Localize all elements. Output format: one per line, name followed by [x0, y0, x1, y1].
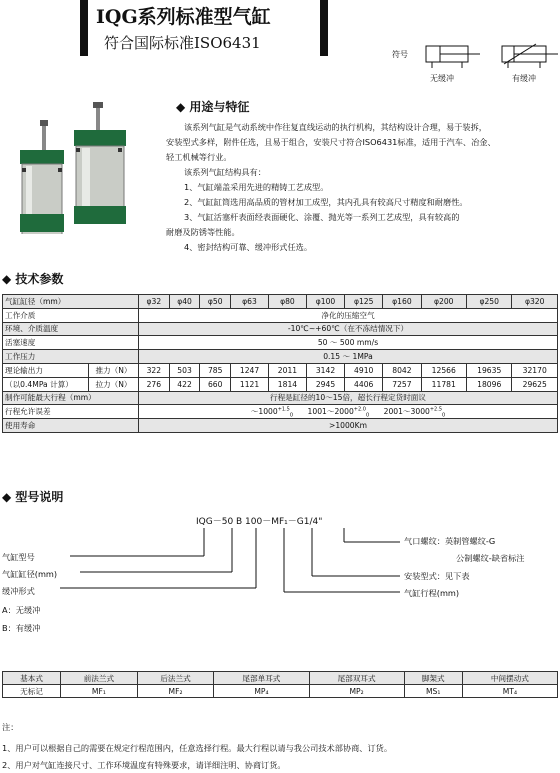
max-stroke-label: 制作可能最大行程（mm）: [3, 391, 139, 405]
note-item: 2、用户对气缸连接尺寸、工作环境温度有特殊要求，请详细注明、协商订货。: [2, 760, 286, 770]
table-row: [3, 336, 558, 350]
pull-value: 422: [169, 377, 200, 391]
temp-label: 环境、介质温度: [3, 322, 139, 336]
force-label-2: （以0.4MPa 计算）: [3, 377, 89, 391]
pull-value: 18096: [466, 377, 511, 391]
push-value: 1247: [231, 363, 269, 377]
symbol-label: 符号: [392, 50, 408, 59]
mount-header: 基本式: [3, 672, 61, 685]
push-value: 8042: [383, 363, 421, 377]
table-row: [3, 295, 558, 309]
cushion-label: 有缓冲: [512, 74, 536, 83]
mounting-table: [2, 671, 558, 698]
tech-spec-table: [2, 294, 558, 433]
cylinder-product-image: [8, 102, 132, 234]
features-heading: ◆ 用途与特征: [176, 100, 250, 114]
features-heading-text: 用途与特征: [189, 100, 250, 114]
model-label-bore: 气缸缸径(mm): [2, 569, 58, 579]
pull-value: 11781: [421, 377, 466, 391]
table-row: [3, 322, 558, 336]
mount-header: 中间摆动式: [462, 672, 557, 685]
model-label-type: 气缸型号: [2, 552, 35, 562]
page-title: IQG系列标准型气缸: [96, 6, 271, 28]
tolerance-lower: 0: [289, 412, 294, 419]
pull-value: 660: [200, 377, 231, 391]
tolerance-range-2: [307, 405, 370, 419]
tolerance-range-text: 1001～2000: [307, 406, 354, 416]
bore-cell: φ200: [421, 295, 466, 309]
tolerance-lower: 0: [442, 412, 446, 419]
bore-cell: φ160: [383, 295, 421, 309]
push-value: 785: [200, 363, 231, 377]
title-bracket-right: [320, 0, 328, 56]
max-stroke-value: 行程是缸径的10～15倍，超长行程定货时面议: [139, 391, 558, 405]
mount-header: 尾部单耳式: [214, 672, 309, 685]
mount-header: 后法兰式: [137, 672, 214, 685]
table-row: [3, 685, 558, 698]
tolerance-range-text: ～1000: [250, 406, 278, 416]
tolerance-upper: +2.5: [429, 405, 443, 412]
bore-cell: φ63: [231, 295, 269, 309]
tolerance-upper: +1.5: [277, 405, 290, 412]
mount-header: 尾部双耳式: [309, 672, 404, 685]
pull-label: 拉力（N）: [89, 377, 139, 391]
bore-cell: φ100: [306, 295, 344, 309]
pull-value: 276: [139, 377, 170, 391]
mount-code: MP₂: [309, 685, 404, 698]
no-cushion-symbol-icon: [418, 42, 484, 70]
page-subtitle: 符合国际标准ISO6431: [104, 34, 261, 52]
speed-label: 活塞速度: [3, 336, 139, 350]
notes-title: 注：: [2, 722, 19, 732]
features-text: [166, 120, 558, 255]
bore-cell: φ320: [512, 295, 558, 309]
life-label: 使用寿命: [3, 419, 139, 433]
model-label-cushion-a: A：无缓冲: [2, 605, 41, 615]
features-item: 耐磨及防锈等性能。: [166, 227, 240, 237]
table-row: [3, 419, 558, 433]
pull-value: 2945: [306, 377, 344, 391]
features-item: 3、气缸活塞杆表面经表面硬化、涂覆、抛光等一系列工艺成型，具有较高的: [184, 212, 460, 222]
model-heading: ◆ 型号说明: [2, 490, 64, 504]
bore-cell: φ32: [139, 295, 170, 309]
push-value: 32170: [512, 363, 558, 377]
model-label-port-thread: 气口螺纹：英制管螺纹-G: [404, 536, 496, 546]
table-row: [3, 672, 558, 685]
pull-value: 1121: [231, 377, 269, 391]
features-item: 4、密封结构可靠、缓冲形式任选。: [184, 242, 313, 252]
features-item: 1、气缸端盖采用先进的精铸工艺成型。: [184, 182, 329, 192]
bore-label: 气缸缸径（mm）: [3, 295, 139, 309]
pull-value: 4406: [345, 377, 383, 391]
bore-cell: φ80: [268, 295, 306, 309]
mount-header: 前法兰式: [61, 672, 138, 685]
model-label-mounting: 安装型式：见下表: [404, 571, 470, 581]
note-item: 1、用户可以根据自己的需要在规定行程范围内，任意选择行程。最大行程以请与我公司技术部协商、订货。: [2, 743, 393, 753]
bore-cell: φ125: [345, 295, 383, 309]
mount-code: MP₄: [214, 685, 309, 698]
tolerance-range-3: [383, 405, 446, 419]
model-label-cushion: 缓冲形式: [2, 586, 35, 596]
tolerance-range-text: 2001～3000: [383, 406, 430, 416]
bore-cell: φ50: [200, 295, 231, 309]
tolerance-value: [139, 405, 558, 419]
bore-cell: φ250: [466, 295, 511, 309]
tolerance-label: 行程允许误差: [3, 405, 139, 419]
pressure-value: 0.15 ～ 1MPa: [139, 350, 558, 364]
bore-cell: φ40: [169, 295, 200, 309]
model-code: IQG－50 B 100－MF₁－G1/4": [196, 517, 323, 527]
model-heading-text: 型号说明: [15, 490, 64, 504]
features-item: 2、气缸缸筒选用高品质的管材加工成型，其内孔具有较高尺寸精度和耐磨性。: [184, 197, 468, 207]
pressure-label: 工作压力: [3, 350, 139, 364]
features-intro-line: 该系列气缸是气动系统中作往复直线运动的执行机构，其结构设计合理，易于装拆，: [184, 122, 487, 132]
model-label-cushion-b: B：有缓冲: [2, 623, 41, 633]
title-bracket-left: [80, 0, 88, 56]
no-cushion-label: 无缓冲: [430, 74, 454, 83]
push-value: 503: [169, 363, 200, 377]
push-value: 3142: [306, 363, 344, 377]
pull-value: 7257: [383, 377, 421, 391]
push-value: 2011: [268, 363, 306, 377]
model-label-metric-thread: 公制螺纹-缺省标注: [456, 553, 525, 563]
features-intro-line: 轻工机械等行业。: [166, 152, 232, 162]
speed-value: 50 ～ 500 mm/s: [139, 336, 558, 350]
push-label: 推力（N）: [89, 363, 139, 377]
table-row: [3, 350, 558, 364]
mount-code: MF₂: [137, 685, 214, 698]
tech-heading: ◆ 技术参数: [2, 272, 64, 286]
table-row: [3, 377, 558, 391]
mount-code: MF₁: [61, 685, 138, 698]
cushion-symbol-icon: [496, 42, 560, 70]
table-row: [3, 391, 558, 405]
pull-value: 29625: [512, 377, 558, 391]
push-value: 12566: [421, 363, 466, 377]
push-value: 322: [139, 363, 170, 377]
medium-label: 工作介质: [3, 308, 139, 322]
medium-value: 净化的压缩空气: [139, 308, 558, 322]
mount-code: 无标记: [3, 685, 61, 698]
tech-heading-text: 技术参数: [15, 272, 64, 286]
force-label-1: 理论输出力: [3, 363, 89, 377]
tolerance-upper: +2.0: [353, 405, 366, 412]
pull-value: 1814: [268, 377, 306, 391]
features-structure-intro: 该系列气缸结构具有：: [184, 167, 266, 177]
life-value: >1000Km: [139, 419, 558, 433]
table-row: [3, 363, 558, 377]
push-value: 19635: [466, 363, 511, 377]
table-row: [3, 308, 558, 322]
tolerance-range-1: [250, 405, 294, 419]
temp-value: -10℃~+60℃（在不冻结情况下）: [139, 322, 558, 336]
features-intro-line: 安装型式多样，附件任选，且易于组合，安装尺寸符合ISO6431标准，适用于汽车、冶金、: [166, 137, 496, 147]
mount-header: 脚架式: [404, 672, 462, 685]
mount-code: MS₁: [404, 685, 462, 698]
table-row: [3, 405, 558, 419]
mount-code: MT₄: [462, 685, 557, 698]
tolerance-lower: 0: [365, 412, 370, 419]
model-label-stroke: 气缸行程(mm): [404, 588, 460, 598]
push-value: 4910: [345, 363, 383, 377]
